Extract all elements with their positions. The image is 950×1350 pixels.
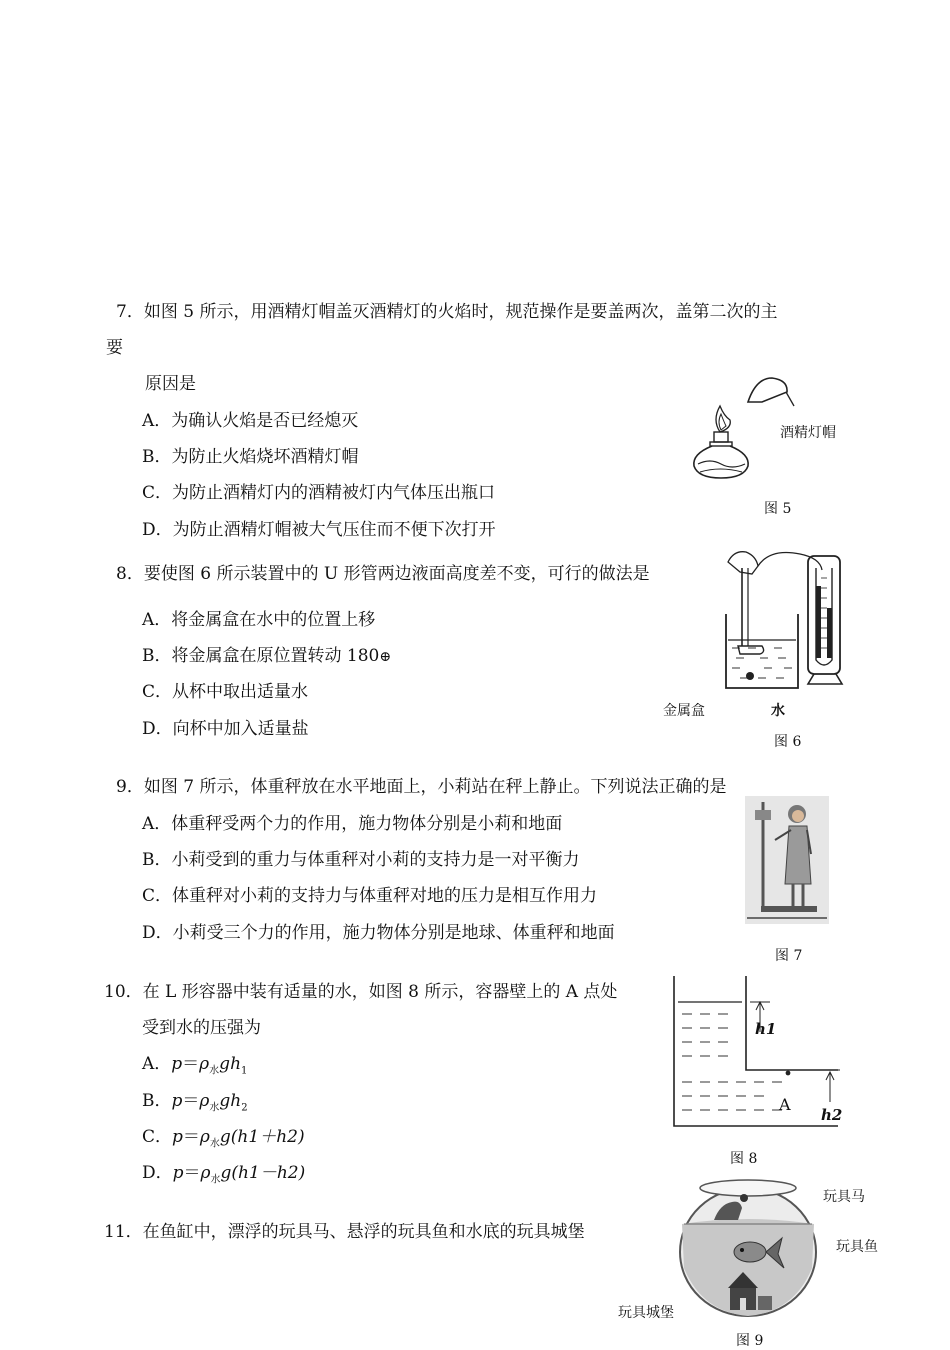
q8-stem: 8．要使图 6 所示装置中的 U 形管两边液面高度差不变，可行的做法是 [116, 564, 650, 584]
q9-option-a: A．体重秤受两个力的作用，施力物体分别是小莉和地面 [142, 814, 563, 834]
q7-option-c: C．为防止酒精灯内的酒精被灯内气体压出瓶口 [142, 483, 496, 503]
q8-option-b: B．将金属盒在原位置转动 180⊕ [142, 646, 392, 666]
figure-7-girl-on-scale [745, 796, 829, 924]
q9-option-c: C．体重秤对小莉的支持力与体重秤对地的压力是相互作用力 [142, 886, 598, 906]
figure-9-caption: 图 9 [736, 1333, 764, 1349]
figure-8-h2-label: h2 [821, 1106, 843, 1124]
figure-6-caption: 图 6 [774, 734, 802, 750]
q7-option-b: B．为防止火焰烧坏酒精灯帽 [142, 447, 359, 467]
q11-stem: 11．在鱼缸中，漂浮的玩具马、悬浮的玩具鱼和水底的玩具城堡 [104, 1222, 585, 1242]
q7-stem-line3: 原因是 [145, 374, 196, 394]
q10-option-b: B．$p=\rho_水gh_2$ [142, 1091, 248, 1114]
figure-6-pressure-gauge [700, 548, 850, 693]
q10-option-c: C．$p=\rho_水g(h1+h2)$ [142, 1127, 305, 1150]
q9-option-d: D．小莉受三个力的作用，施力物体分别是地球、体重秤和地面 [142, 923, 615, 943]
figure-6-box-label: 金属盒 [663, 703, 705, 719]
figure-9-castle-label: 玩具城堡 [618, 1305, 674, 1321]
q9-stem: 9．如图 7 所示，体重秤放在水平地面上，小莉站在秤上静止。下列说法正确的是 [116, 777, 727, 797]
figure-8-l-container [670, 974, 846, 1130]
figure-7-caption: 图 7 [775, 948, 803, 964]
figure-6-water-label: 水 [771, 703, 785, 719]
q7-stem-line2: 要 [106, 338, 123, 358]
figure-5-cap-label: 酒精灯帽 [780, 425, 836, 441]
figure-8-point-a-label: A [779, 1095, 791, 1114]
figure-9-fish-tank [674, 1172, 824, 1322]
q7-option-a: A．为确认火焰是否已经熄灭 [142, 411, 359, 431]
figure-5-caption: 图 5 [764, 501, 792, 517]
figure-9-fish-label: 玩具鱼 [836, 1239, 878, 1255]
q7-option-d: D．为防止酒精灯帽被大气压住而不便下次打开 [142, 520, 496, 540]
q8-option-c: C．从杯中取出适量水 [142, 682, 309, 702]
q10-stem-line1: 10．在 L 形容器中装有适量的水，如图 8 所示，容器壁上的 A 点处 [104, 982, 618, 1002]
figure-9-horse-label: 玩具马 [823, 1189, 865, 1205]
q8-option-a: A．将金属盒在水中的位置上移 [142, 610, 376, 630]
q10-option-a: A．$p=\rho_水gh_1$ [142, 1054, 248, 1077]
q8-option-d: D．向杯中加入适量盐 [142, 719, 309, 739]
q7-stem-line1: 7．如图 5 所示，用酒精灯帽盖灭酒精灯的火焰时，规范操作是要盖两次，盖第二次的主 [116, 302, 778, 322]
q10-option-d: D．$p=\rho_水g(h1-h2)$ [142, 1163, 306, 1186]
q10-stem-line2: 受到水的压强为 [142, 1018, 261, 1038]
figure-8-caption: 图 8 [730, 1151, 758, 1167]
q9-option-b: B．小莉受到的重力与体重秤对小莉的支持力是一对平衡力 [142, 850, 580, 870]
figure-8-h1-label: h1 [755, 1020, 777, 1038]
